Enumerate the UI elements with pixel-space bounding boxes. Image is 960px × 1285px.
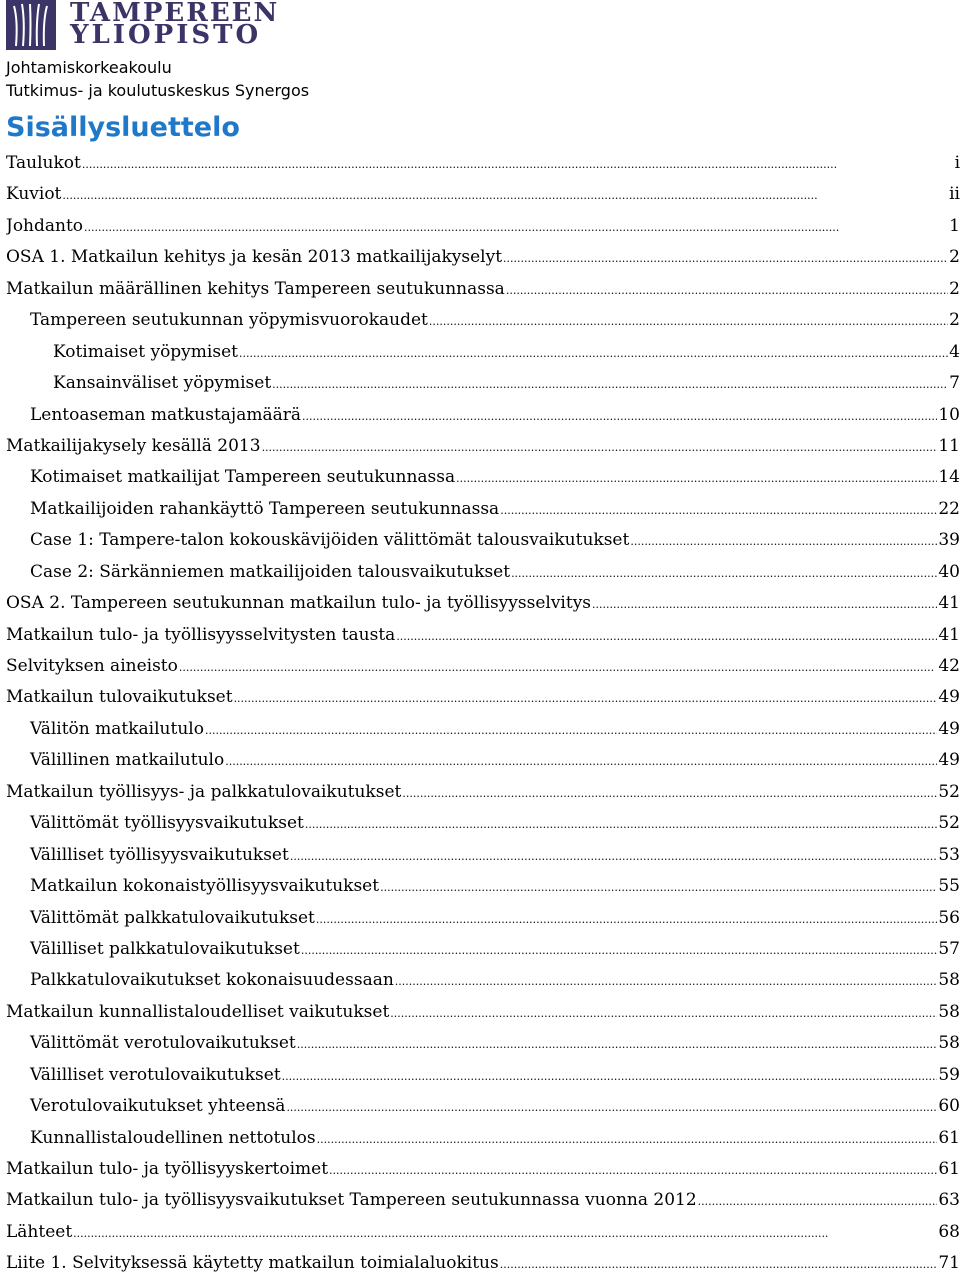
toc-dot-leader — [316, 908, 937, 928]
toc-page-number: 58 — [938, 1001, 960, 1022]
toc-entry-title: Liite 1. Selvityksessä käytetty matkailun toimialaluokitus — [6, 1253, 499, 1274]
university-emblem-icon — [6, 0, 56, 50]
toc-dot-leader — [592, 593, 937, 613]
table-of-contents — [6, 153, 960, 1285]
toc-dot-leader — [301, 939, 938, 959]
toc-page-number: 63 — [938, 1190, 960, 1211]
toc-page-number: 49 — [938, 718, 960, 739]
toc-entry[interactable] — [6, 342, 960, 373]
toc-page-number: 40 — [938, 561, 960, 582]
toc-entry-title: Kotimaiset matkailijat Tampereen seutukunnassa — [30, 467, 456, 488]
toc-entry[interactable] — [6, 1222, 960, 1253]
toc-page-number: 55 — [938, 876, 960, 897]
toc-dot-leader — [205, 719, 937, 739]
toc-entry-title: Välilliset työllisyysvaikutukset — [30, 844, 289, 865]
toc-dot-leader — [500, 499, 937, 519]
toc-entry-title: OSA 2. Tampereen seutukunnan matkailun tulo- ja työllisyysselvitys — [6, 593, 592, 614]
toc-page-number: 1 — [949, 215, 960, 236]
toc-entry-title: Välitön matkailutulo — [30, 718, 204, 739]
toc-page-number: 60 — [938, 1096, 960, 1117]
toc-entry-title: Tampereen seutukunnan yöpymisvuorokaudet — [30, 310, 428, 331]
toc-entry[interactable] — [6, 405, 960, 436]
toc-entry-title: Matkailijakysely kesällä 2013 — [6, 435, 261, 456]
toc-dot-leader — [73, 1222, 937, 1242]
toc-entry-title: Kansainväliset yöpymiset — [53, 373, 272, 394]
toc-entry-title: Palkkatulovaikutukset kokonaisuudessaan — [30, 970, 394, 991]
toc-entry[interactable] — [6, 562, 960, 593]
toc-entry[interactable] — [6, 625, 960, 656]
toc-entry-title: Taulukot — [6, 153, 81, 173]
toc-dot-leader — [429, 310, 948, 330]
logo-line-2: YLIOPISTO — [70, 20, 262, 50]
toc-dot-leader — [698, 1190, 938, 1210]
toc-entry[interactable] — [6, 908, 960, 939]
toc-dot-leader — [390, 1002, 937, 1022]
toc-entry-title: Matkailun kokonaistyöllisyysvaikutukset — [30, 876, 380, 897]
toc-page-number: 49 — [938, 687, 960, 708]
toc-dot-leader — [396, 625, 937, 645]
toc-dot-leader — [179, 656, 937, 676]
toc-dot-leader — [282, 1065, 938, 1085]
toc-dot-leader — [225, 750, 937, 770]
toc-entry-title: Matkailun määrällinen kehitys Tampereen seutukunnassa — [6, 278, 505, 299]
toc-page-number: 39 — [938, 530, 960, 551]
toc-page-number: i — [954, 153, 960, 173]
toc-entry[interactable] — [6, 970, 960, 1001]
toc-entry[interactable] — [6, 813, 960, 844]
toc-dot-leader — [317, 1128, 938, 1148]
toc-entry[interactable] — [6, 310, 960, 341]
toc-dot-leader — [456, 467, 937, 487]
toc-entry-title: Selvityksen aineisto — [6, 656, 178, 676]
toc-entry-title: OSA 1. Matkailun kehitys ja kesän 2013 matkailijakyselyt — [6, 247, 503, 268]
toc-dot-leader — [290, 845, 938, 865]
toc-entry-title: Lentoaseman matkustajamäärä — [30, 404, 301, 425]
toc-entry-title: Lähteet — [6, 1221, 73, 1242]
toc-entry[interactable] — [6, 467, 960, 498]
toc-entry[interactable] — [6, 1065, 960, 1096]
toc-page-number: 58 — [938, 1033, 960, 1054]
toc-entry[interactable] — [6, 247, 960, 278]
toc-dot-leader — [630, 530, 937, 550]
toc-entry[interactable] — [6, 687, 960, 718]
school-name: Johtamiskorkeakoulu — [6, 58, 172, 77]
toc-page-number: 71 — [938, 1253, 960, 1274]
toc-page-number: 61 — [938, 1127, 960, 1148]
toc-dot-leader — [302, 405, 937, 425]
toc-entry[interactable] — [6, 184, 960, 215]
toc-dot-leader — [402, 782, 937, 802]
logo-line-1: TAMPEREEN — [70, 0, 280, 28]
toc-entry[interactable] — [6, 845, 960, 876]
toc-entry[interactable] — [6, 436, 960, 467]
toc-entry-title: Välittömät työllisyysvaikutukset — [30, 813, 304, 834]
toc-entry[interactable] — [6, 279, 960, 310]
toc-entry-title: Välillinen matkailutulo — [30, 750, 225, 771]
toc-entry[interactable] — [6, 719, 960, 750]
toc-page-number: 4 — [949, 341, 960, 362]
toc-entry[interactable] — [6, 1190, 960, 1221]
toc-page-number: 57 — [938, 938, 960, 959]
toc-entry-title: Välilliset palkkatulovaikutukset — [30, 938, 300, 959]
toc-page-number: 41 — [938, 593, 960, 614]
toc-entry-title: Case 1: Tampere-talon kokouskävijöiden välittömät talousvaikutukset — [30, 530, 630, 551]
page-title: Sisällysluettelo — [6, 112, 240, 143]
toc-dot-leader — [511, 562, 937, 582]
toc-entry[interactable] — [6, 656, 960, 687]
toc-dot-leader — [84, 216, 948, 236]
toc-entry[interactable] — [6, 1033, 960, 1064]
toc-page-number: 61 — [938, 1159, 960, 1179]
toc-entry-title: Matkailun työllisyys- ja palkkatulovaikutukset — [6, 781, 402, 802]
toc-entry-title: Matkailijoiden rahankäyttö Tampereen seutukunnassa — [30, 498, 500, 519]
toc-entry[interactable] — [6, 939, 960, 970]
toc-entry[interactable] — [6, 593, 960, 624]
toc-page-number: ii — [949, 184, 960, 205]
toc-entry-title: Kotimaiset yöpymiset — [53, 341, 238, 362]
toc-dot-leader — [329, 1159, 937, 1179]
toc-page-number: 2 — [949, 247, 960, 268]
toc-dot-leader — [234, 687, 938, 707]
toc-page-number: 11 — [938, 435, 960, 456]
toc-dot-leader — [262, 436, 938, 456]
toc-page-number: 56 — [938, 907, 960, 928]
toc-page-number: 42 — [938, 656, 960, 676]
toc-entry-title: Matkailun kunnallistaloudelliset vaikutukset — [6, 1001, 390, 1022]
toc-page-number: 7 — [949, 373, 960, 394]
toc-entry[interactable] — [6, 1159, 960, 1190]
logo-wordmark — [70, 0, 280, 50]
toc-entry-title: Välilliset verotulovaikutukset — [30, 1064, 281, 1085]
toc-page-number: 53 — [938, 844, 960, 865]
toc-entry[interactable] — [6, 373, 960, 404]
toc-dot-leader — [395, 970, 938, 990]
toc-entry[interactable] — [6, 876, 960, 907]
toc-dot-leader — [305, 813, 937, 833]
toc-entry[interactable] — [6, 530, 960, 561]
toc-page-number: 41 — [938, 624, 960, 645]
toc-page-number: 2 — [949, 310, 960, 331]
toc-dot-leader — [503, 247, 948, 267]
toc-entry-title: Matkailun tulovaikutukset — [6, 687, 233, 708]
toc-entry-title: Case 2: Särkänniemen matkailijoiden talousvaikutukset — [30, 561, 511, 582]
toc-dot-leader — [272, 373, 948, 393]
toc-entry-title: Kunnallistaloudellinen nettotulos — [30, 1127, 316, 1148]
toc-page-number: 49 — [938, 750, 960, 771]
toc-entry-title: Matkailun tulo- ja työllisyysselvitysten tausta — [6, 624, 396, 645]
toc-dot-leader — [62, 184, 948, 204]
unit-name: Tutkimus- ja koulutuskeskus Synergos — [6, 81, 310, 100]
toc-page-number: 22 — [938, 498, 960, 519]
toc-entry[interactable] — [6, 1002, 960, 1033]
toc-entry-title: Matkailun tulo- ja työllisyyskertoimet — [6, 1159, 329, 1179]
toc-entry-title: Matkailun tulo- ja työllisyysvaikutukset Tampereen seutukunnassa vuonna 2012 — [6, 1190, 697, 1211]
toc-page-number: 58 — [938, 970, 960, 991]
toc-dot-leader — [500, 1253, 938, 1273]
toc-entry[interactable] — [6, 153, 960, 184]
toc-entry-title: Välittömät palkkatulovaikutukset — [30, 907, 315, 928]
toc-dot-leader — [297, 1033, 938, 1053]
toc-entry-title: Johdanto — [6, 215, 84, 236]
toc-dot-leader — [380, 876, 937, 896]
toc-dot-leader — [239, 342, 948, 362]
toc-page-number: 68 — [938, 1221, 960, 1242]
toc-entry-title: Kuviot — [6, 184, 62, 205]
toc-dot-leader — [82, 153, 954, 173]
toc-entry[interactable] — [6, 782, 960, 813]
toc-page-number: 52 — [938, 813, 960, 834]
toc-entry[interactable] — [6, 499, 960, 530]
toc-page-number: 2 — [949, 278, 960, 299]
document-header — [6, 0, 606, 102]
toc-page-number: 59 — [938, 1064, 960, 1085]
toc-entry-title: Verotulovaikutukset yhteensä — [30, 1096, 286, 1117]
toc-entry[interactable] — [6, 1128, 960, 1159]
toc-dot-leader — [506, 279, 948, 299]
toc-page-number: 10 — [938, 404, 960, 425]
toc-entry[interactable] — [6, 216, 960, 247]
toc-page-number: 14 — [938, 467, 960, 488]
university-logo — [6, 0, 606, 52]
toc-entry[interactable] — [6, 1096, 960, 1127]
toc-entry-title: Välittömät verotulovaikutukset — [30, 1033, 296, 1054]
toc-entry[interactable] — [6, 1253, 960, 1284]
toc-entry[interactable] — [6, 750, 960, 781]
toc-dot-leader — [286, 1096, 937, 1116]
toc-page-number: 52 — [938, 781, 960, 802]
